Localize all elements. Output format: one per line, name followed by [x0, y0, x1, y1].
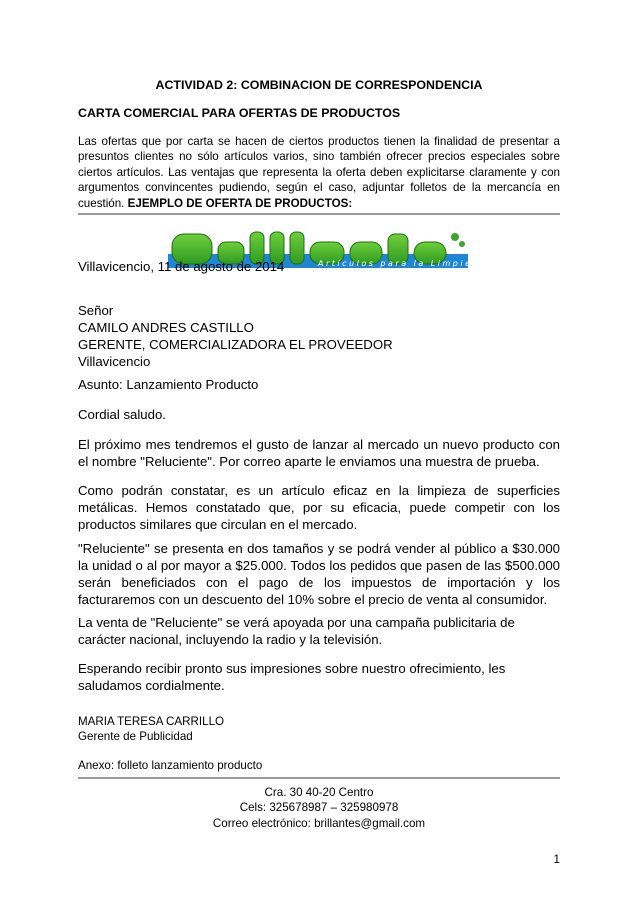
- footer-email: Correo electrónico: brillantes@gmail.com: [212, 816, 426, 830]
- place-date: Villavicencio, 11 de agosto de 2014: [78, 259, 285, 274]
- signature-block: [78, 714, 560, 745]
- body-paragraph: El próximo mes tendremos el gusto de lanzar al mercado un nuevo producto con el nombre "Reluciente". Por correo aparte le enviamos una muestra de prueba.: [78, 437, 560, 469]
- recipient-block: [78, 302, 560, 370]
- greeting: Cordial saludo.: [78, 407, 166, 422]
- body-paragraph: Esperando recibir pronto sus impresiones sobre nuestro ofrecimiento, les saludamos cordialmente.: [78, 661, 506, 693]
- body-paragraph: Como podrán constatar, es un artículo eficaz en la limpieza de superficies metálicas. Hemos constatado que, por su eficacia, puede competir con los productos similares que circulan en el mercado.: [78, 483, 560, 532]
- salutation-title: Señor: [78, 303, 114, 318]
- intro-paragraph: [78, 134, 560, 211]
- recipient-city: Villavicencio: [78, 354, 151, 369]
- recipient-position: GERENTE, COMERCIALIZADORA EL PROVEEDOR: [78, 337, 393, 352]
- signer-name: MARIA TERESA CARRILLO: [78, 715, 225, 728]
- footer-phones: Cels: 325678987 – 325980978: [239, 801, 399, 815]
- recipient-name: CAMILO ANDRES CASTILLO: [78, 320, 254, 335]
- logo-tagline: Artículos para la Limpieza: [318, 259, 470, 268]
- attachment-note: Anexo: folleto lanzamiento producto: [78, 759, 263, 772]
- footer-address: Cra. 30 40-20 Centro: [264, 786, 374, 799]
- body-paragraph: "Reluciente" se presenta en dos tamaños y se podrá vender al público a $30.000 la unidad o al por mayor a $25.000. Todos los pedidos que pasen de las $500.000 serán beneficiados con el pago de los impuestos de importación y los facturaremos con un descuento del 10% sobre el precio de venta al consumidor.: [78, 541, 560, 607]
- body-paragraph: La venta de "Reluciente" se verá apoyada por una campaña publicitaria de carácter nacional, incluyendo la radio y la televisión.: [78, 615, 515, 647]
- intro-bold-label: EJEMPLO DE OFERTA DE PRODUCTOS:: [127, 196, 353, 210]
- page-number: 1: [553, 853, 560, 866]
- intro-text: Las ofertas que por carta se hacen de ciertos productos tienen la finalidad de presentar a presuntos clientes no sólo artículos varios, sino también ofrecer precios especiales sobre ciertos artículos. Las ventajas que representa la oferta deben explicitarse claramente y con argumentos convincentes pudiendo, según el caso, adjuntar folletos de la mercancía en cuestión.: [78, 135, 560, 210]
- signer-position: Gerente de Publicidad: [78, 730, 193, 744]
- section-title: CARTA COMERCIAL PARA OFERTAS DE PRODUCTOS: [78, 106, 401, 120]
- subject-line: Asunto: Lanzamiento Producto: [78, 377, 259, 392]
- footer-divider: [78, 777, 560, 779]
- activity-title: ACTIVIDAD 2: COMBINACION DE CORRESPONDENCIA: [155, 78, 483, 92]
- top-divider: [78, 213, 560, 215]
- footer-block: [78, 785, 560, 831]
